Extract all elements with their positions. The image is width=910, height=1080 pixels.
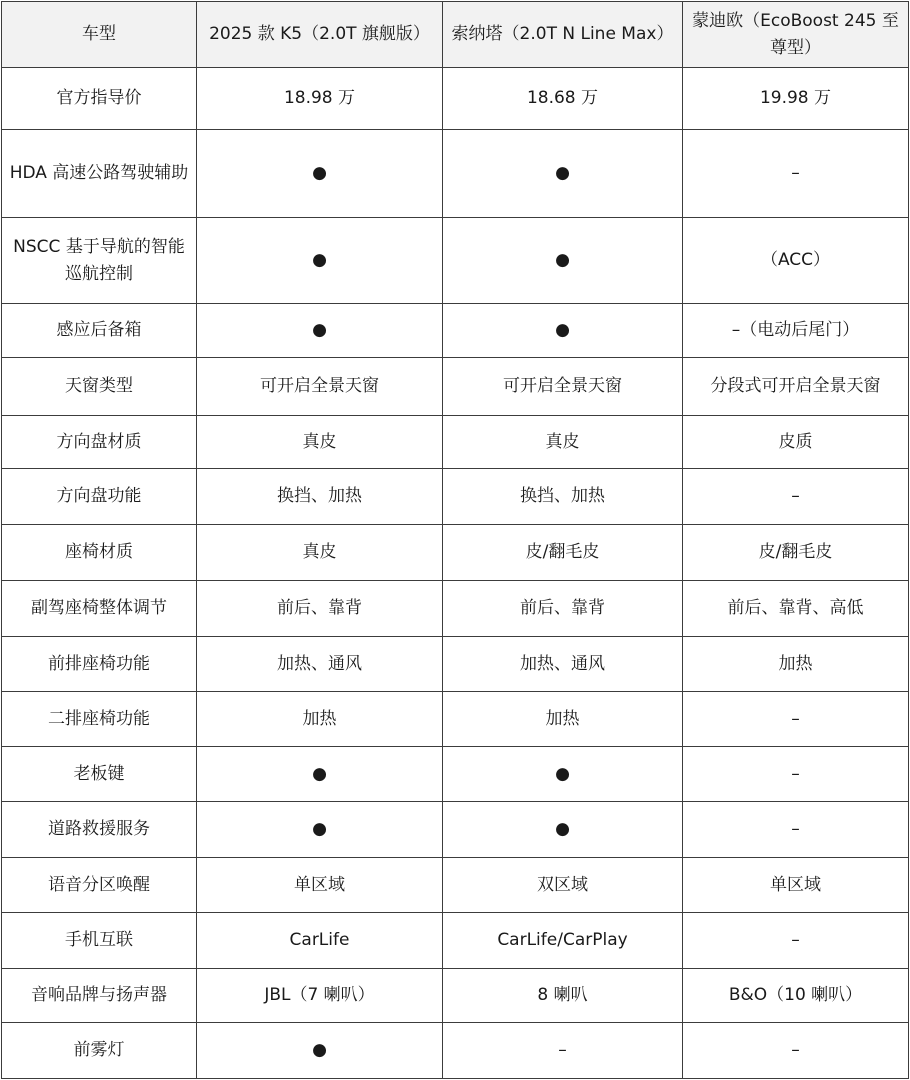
cell-value: 加热 [197, 692, 443, 747]
row-label: 天窗类型 [2, 358, 197, 416]
cell-value: – [683, 692, 909, 747]
table-row [2, 130, 909, 218]
cell-value: B&O（10 喇叭） [683, 969, 909, 1023]
cell-value: 单区域 [197, 858, 443, 913]
cell-value: 皮/翻毛皮 [683, 525, 909, 581]
cell-value: 前后、靠背 [197, 581, 443, 637]
cell-value: 分段式可开启全景天窗 [683, 358, 909, 416]
table-row [2, 416, 909, 469]
row-label: 方向盘功能 [2, 469, 197, 525]
cell-value: 18.98 万 [197, 68, 443, 130]
cell-value: – [683, 802, 909, 858]
cell-value: ● [197, 802, 443, 858]
row-label: 座椅材质 [2, 525, 197, 581]
table-row [2, 358, 909, 416]
cell-value: – [683, 130, 909, 218]
model-header-k5: 2025 款 K5（2.0T 旗舰版） [197, 2, 443, 68]
table-row [2, 802, 909, 858]
model-header-mondeo: 蒙迪欧（EcoBoost 245 至尊型） [683, 2, 909, 68]
table-row [2, 304, 909, 358]
cell-value: CarLife [197, 913, 443, 969]
cell-value: ● [443, 218, 683, 304]
table-row [2, 1023, 909, 1079]
cell-value: 前后、靠背 [443, 581, 683, 637]
row-label: 老板键 [2, 747, 197, 802]
table-row [2, 68, 909, 130]
cell-value: 加热、通风 [197, 637, 443, 692]
row-label: 手机互联 [2, 913, 197, 969]
row-label: 二排座椅功能 [2, 692, 197, 747]
table-row [2, 469, 909, 525]
spec-comparison-table [1, 1, 909, 1079]
cell-value: –（电动后尾门） [683, 304, 909, 358]
table-row [2, 581, 909, 637]
cell-value: 前后、靠背、高低 [683, 581, 909, 637]
row-label: 感应后备箱 [2, 304, 197, 358]
cell-value: ● [443, 304, 683, 358]
cell-value: 换挡、加热 [443, 469, 683, 525]
table-row [2, 692, 909, 747]
cell-value: ● [197, 747, 443, 802]
cell-value: 可开启全景天窗 [443, 358, 683, 416]
cell-value: CarLife/CarPlay [443, 913, 683, 969]
header-corner-cell: 车型 [2, 2, 197, 68]
header-row [2, 2, 909, 68]
cell-value: ● [197, 1023, 443, 1079]
cell-value: 换挡、加热 [197, 469, 443, 525]
cell-value: – [683, 913, 909, 969]
row-label: 音响品牌与扬声器 [2, 969, 197, 1023]
row-label: 副驾座椅整体调节 [2, 581, 197, 637]
table-row [2, 969, 909, 1023]
row-label: 前雾灯 [2, 1023, 197, 1079]
table-row [2, 858, 909, 913]
cell-value: – [683, 747, 909, 802]
cell-value: 皮/翻毛皮 [443, 525, 683, 581]
cell-value: ● [443, 802, 683, 858]
table-row [2, 637, 909, 692]
row-label: 前排座椅功能 [2, 637, 197, 692]
table-row [2, 747, 909, 802]
cell-value: 加热 [683, 637, 909, 692]
cell-value: ● [197, 218, 443, 304]
cell-value: JBL（7 喇叭） [197, 969, 443, 1023]
row-label: 方向盘材质 [2, 416, 197, 469]
model-header-sonata: 索纳塔（2.0T N Line Max） [443, 2, 683, 68]
cell-value: 加热、通风 [443, 637, 683, 692]
row-label: NSCC 基于导航的智能巡航控制 [2, 218, 197, 304]
cell-value: ● [443, 747, 683, 802]
cell-value: 单区域 [683, 858, 909, 913]
cell-value: 真皮 [197, 416, 443, 469]
cell-value: 皮质 [683, 416, 909, 469]
cell-value: – [443, 1023, 683, 1079]
cell-value: – [683, 469, 909, 525]
cell-value: 加热 [443, 692, 683, 747]
cell-value: ● [197, 304, 443, 358]
cell-value: 18.68 万 [443, 68, 683, 130]
cell-value: 真皮 [443, 416, 683, 469]
table-row [2, 218, 909, 304]
table-row [2, 525, 909, 581]
table-row [2, 913, 909, 969]
cell-value: （ACC） [683, 218, 909, 304]
cell-value: 8 喇叭 [443, 969, 683, 1023]
cell-value: ● [443, 130, 683, 218]
cell-value: 可开启全景天窗 [197, 358, 443, 416]
cell-value: ● [197, 130, 443, 218]
row-label: HDA 高速公路驾驶辅助 [2, 130, 197, 218]
cell-value: 19.98 万 [683, 68, 909, 130]
row-label: 语音分区唤醒 [2, 858, 197, 913]
cell-value: – [683, 1023, 909, 1079]
row-label: 官方指导价 [2, 68, 197, 130]
row-label: 道路救援服务 [2, 802, 197, 858]
cell-value: 双区域 [443, 858, 683, 913]
cell-value: 真皮 [197, 525, 443, 581]
